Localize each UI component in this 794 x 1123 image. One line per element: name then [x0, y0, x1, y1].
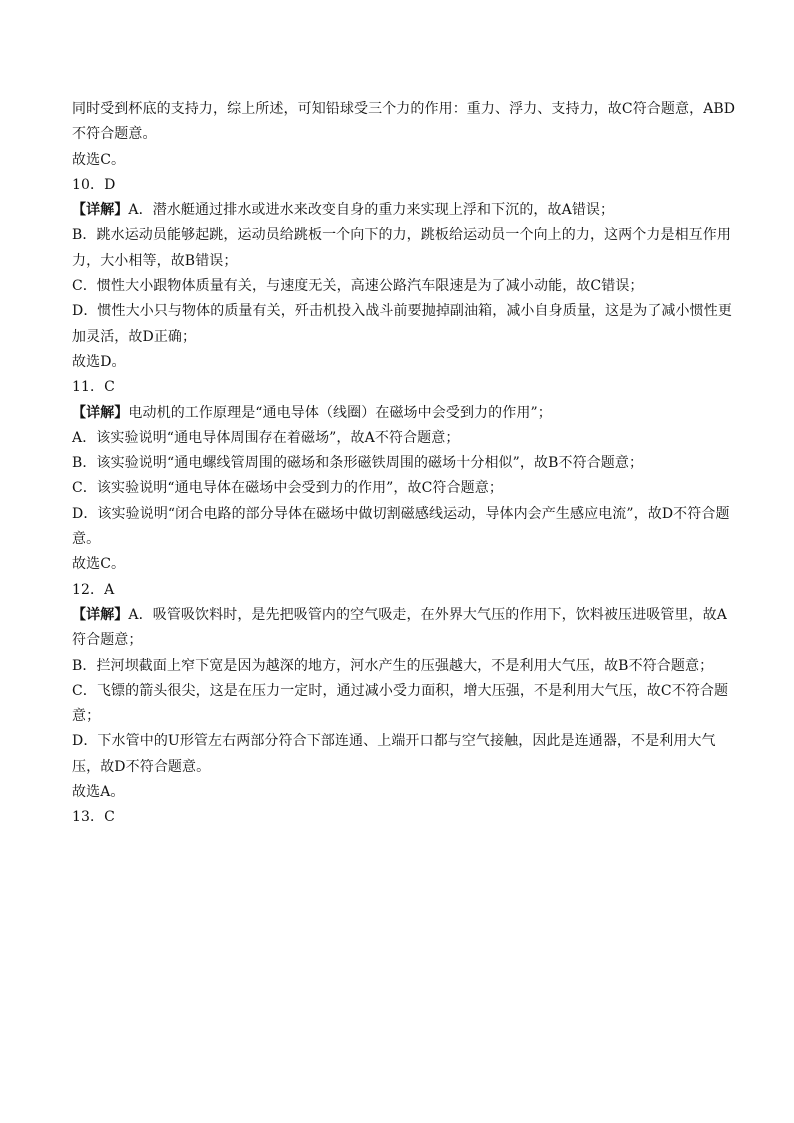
- text-line: 故选A。: [72, 784, 125, 801]
- text-line: 【详解】电动机的工作原理是“通电导体（线圈）在磁场中会受到力的作用”；: [72, 404, 552, 421]
- text-line: 加灵活，故D正确；: [72, 328, 197, 345]
- question-number: 12．A: [72, 581, 115, 598]
- text-line: 故选C。: [72, 556, 126, 573]
- text-line: D．下水管中的U形管左右两部分符合下部连通、上端开口都与空气接触，因此是连通器，不是利用大气: [72, 733, 716, 750]
- text-line: 压，故D不符合题意。: [72, 758, 211, 775]
- text-line: D．该实验说明“闭合电路的部分导体在磁场中做切割磁感线运动，导体内会产生感应电流”，故D不符合题: [72, 505, 730, 522]
- text-line: B．跳水运动员能够起跳，运动员给跳板一个向下的力，跳板给运动员一个向上的力，这两个力是相互作用: [72, 227, 731, 244]
- text-line: 故选D。: [72, 353, 126, 370]
- text-line: 故选C。: [72, 151, 126, 168]
- explanation-tag: 【详解】: [72, 202, 129, 219]
- explanation-tag: 【详解】: [72, 404, 129, 421]
- text-line: 不符合题意。: [72, 126, 157, 143]
- text-line: B．该实验说明“通电螺线管周围的磁场和条形磁铁周围的磁场十分相似”，故B不符合题意；: [72, 455, 644, 472]
- text-line: D．惯性大小只与物体的质量有关，歼击机投入战斗前要抛掉副油箱，减小自身质量，这是为了减小惯性更: [72, 303, 732, 320]
- text-line: 意。: [72, 531, 101, 548]
- text-line: C．惯性大小跟物体质量有关，与速度无关，高速公路汽车限速是为了减小动能，故C错误；: [72, 278, 644, 295]
- answer-explanation-text: [72, 97, 736, 831]
- text-line: 【详解】A．潜水艇通过排水或进水来改变自身的重力来实现上浮和下沉的，故A错误；: [72, 202, 615, 219]
- question-number: 11．C: [72, 379, 115, 396]
- text-line: 符合题意；: [72, 632, 143, 649]
- text-line: 意；: [72, 708, 101, 725]
- explanation-tag: 【详解】: [72, 606, 129, 623]
- text-line: 【详解】A．吸管吸饮料时，是先把吸管内的空气吸走，在外界大气压的作用下，饮料被压进吸管里，故A: [72, 606, 727, 623]
- text-line: B．拦河坝截面上窄下宽是因为越深的地方，河水产生的压强越大，不是利用大气压，故B不符合题意；: [72, 657, 714, 674]
- text-line: C．飞镖的箭头很尖，这是在压力一定时，通过减小受力面积，增大压强，不是利用大气压，故C不符合题: [72, 682, 729, 699]
- question-number: 13．C: [72, 809, 115, 826]
- text-line: 力，大小相等，故B错误；: [72, 252, 238, 269]
- text-line: 同时受到杯底的支持力，综上所述，可知铅球受三个力的作用：重力、浮力、支持力，故C符合题意，ABD: [72, 101, 736, 117]
- question-number: 10．D: [72, 176, 116, 193]
- text-line: C．该实验说明“通电导体在磁场中会受到力的作用”，故C符合题意；: [72, 480, 503, 497]
- text-line: A．该实验说明“通电导体周围存在着磁场”，故A不符合题意；: [72, 429, 460, 446]
